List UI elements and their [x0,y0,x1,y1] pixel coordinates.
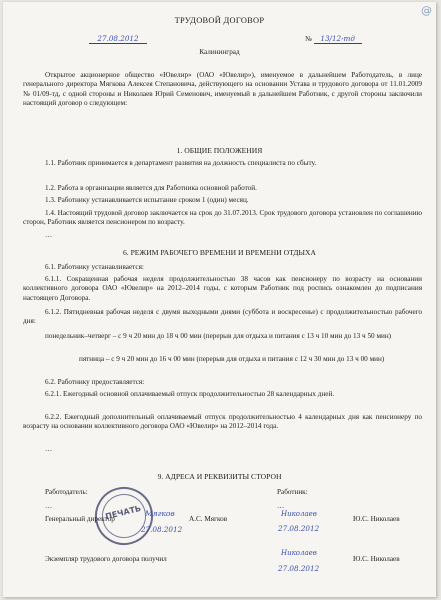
document-title: ТРУДОВОЙ ДОГОВОР [174,16,265,25]
director-sign-date: 27.08.2012 [141,525,183,534]
schedule-fri: пятница – с 9 ч 20 мин до 16 ч 00 мин (перерыв для отдыха и питания с 12 ч 30 мин до 13 ч 00 мин) [79,355,385,363]
employee-label: Работник: [277,488,308,496]
employee-sign-date: 27.08.2012 [278,524,320,533]
contract-date: 27.08.2012 [89,34,147,44]
clause-1-4: 1.4. Настоящий трудовой договор заключается на срок до 31.07.2013. Срок трудового договора установлен по соглашению сторон, Работник является пенсионером по возрасту. [23,209,422,227]
city: Калининград [199,48,240,56]
director-signature: Мягков [145,509,175,518]
section-9-title: 9. АДРЕСА И РЕКВИЗИТЫ СТОРОН [157,472,282,481]
clause-1-3: 1.3. Работнику устанавливается испытание сроком 1 (один) месяц. [45,196,249,204]
ellipsis: … [277,502,285,510]
copy-name: Ю.С. Николаев [353,555,400,563]
clause-6-1-1: 6.1.1. Сокращенная рабочая неделя продолжительностью 38 часов как пенсионеру по возрасту на основании коллективного договора ОАО «Ювелир» на 2012–2014 годы, с которым Работник под роспись ознакомлен до подписания настоящего Договора. [23,275,422,302]
clause-1-2: 1.2. Работа в организации является для Работника основной работой. [45,184,257,192]
director-label: Генеральный директор [45,515,115,523]
section-6-title: 6. РЕЖИМ РАБОЧЕГО ВРЕМЕНИ И ВРЕМЕНИ ОТДЫХА [122,248,317,257]
clause-6-2-2: 6.2.2. Ежегодный дополнительный оплачиваемый отпуск продолжительностью 4 календарных дня как пенсионеру по возрасту на основании коллективного договора ОАО «Ювелир» на 2012–2014 года. [23,413,422,431]
clause-6-1: 6.1. Работнику устанавливается: [45,263,144,271]
watermark-icon: @ [421,4,432,17]
employee-name: Ю.С. Николаев [353,515,400,523]
director-name: А.С. Мягков [189,515,228,523]
clause-6-2-1: 6.2.1. Ежегодный основной оплачиваемый отпуск продолжительностью 28 календарных дней. [45,390,335,398]
clause-1-1: 1.1. Работник принимается в департамент развития на должность специалиста по сбыту. [45,159,317,167]
employer-label: Работодатель: [45,488,88,496]
preamble: Открытое акционерное общество «Ювелир» (ОАО «Ювелир»), именуемое в дальнейшем Работодатель, в лице генерального директора Мягкова Алексея Степановича, действующего на основании Устава и трудового договора от 11.01.2009 № 01/09-тд, с одной стороны и Николаев Юрий Семенович, именуемый в дальнейшем Работник, с другой стороны заключили настоящий договор о следующем: [23,71,422,108]
schedule-mon-thu: понедельник–четверг – с 9 ч 20 мин до 18 ч 00 мин (перерыв для отдыха и питания с 13 ч 10 мин до 13 ч 50 мин) [45,332,392,340]
copy-sign-date: 27.08.2012 [278,564,320,573]
section-1-title: 1. ОБЩИЕ ПОЛОЖЕНИЯ [176,146,263,155]
clause-6-2: 6.2. Работнику предоставляется: [45,378,145,386]
ellipsis: … [45,445,53,453]
clause-6-1-2: 6.1.2. Пятидневная рабочая неделя с двумя выходными днями (суббота и воскресенье) с продолжительностью рабочего дня: [23,308,422,326]
copy-received-label: Экземпляр трудового договора получил [45,555,167,563]
copy-signature: Николаев [281,549,317,557]
ellipsis: … [45,502,53,510]
employee-signature: Николаев [281,510,317,518]
seal-stamp: ПЕЧАТЬ [89,481,159,551]
document-page [3,2,436,597]
ellipsis: … [45,231,53,239]
contract-number: № 13/12-тд [305,34,362,44]
